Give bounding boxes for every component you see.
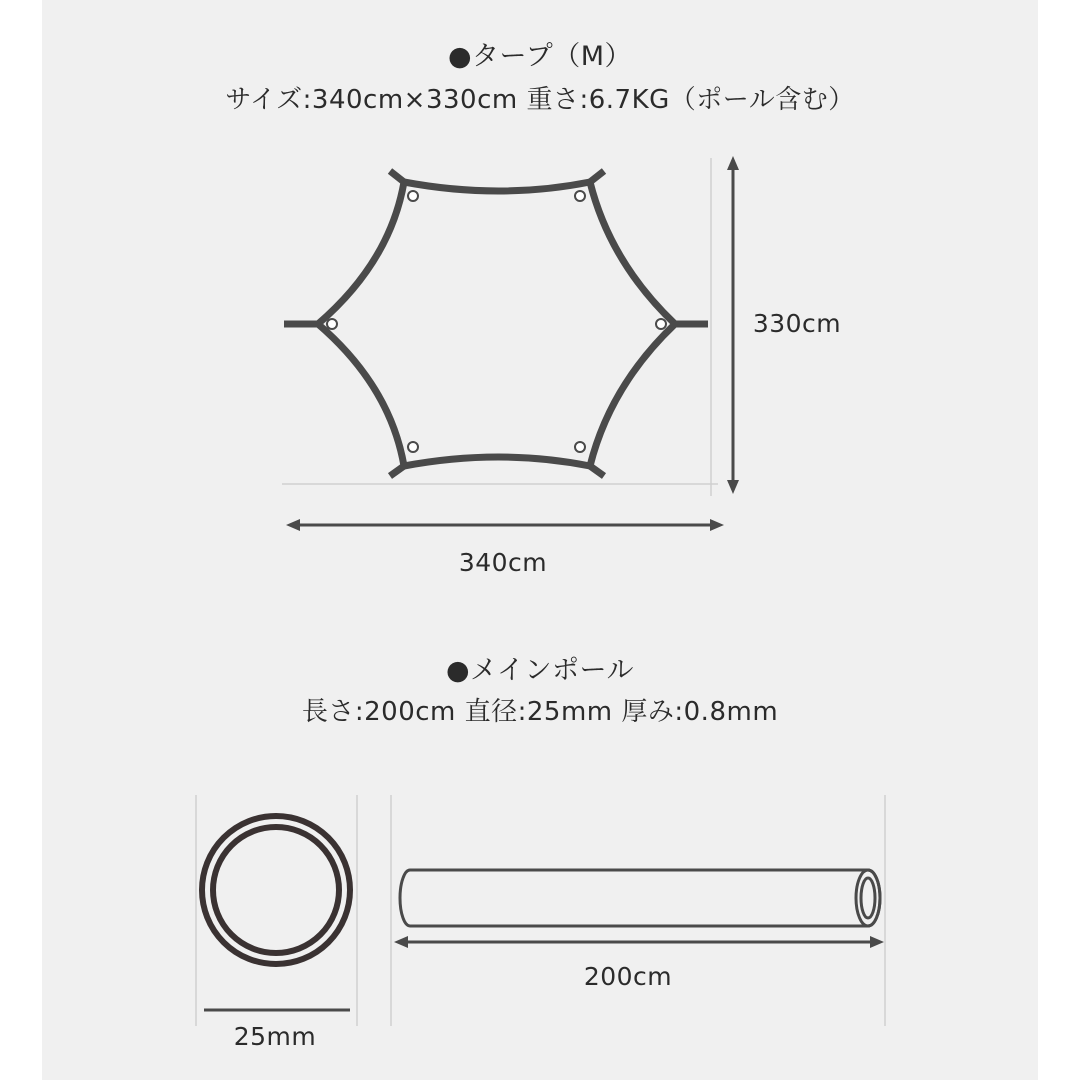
tarp-width-label: 340cm bbox=[458, 548, 548, 577]
pole-cross-section bbox=[196, 795, 357, 1026]
tarp-corner-tab-top-left bbox=[390, 171, 404, 182]
pole-end-inner bbox=[861, 878, 875, 918]
pole-spec: 長さ:200cm 直径:25mm 厚み:0.8mm bbox=[301, 697, 779, 727]
tarp-height-label: 330cm bbox=[752, 309, 842, 338]
grommet-icon bbox=[408, 191, 418, 201]
pole-inner-ring bbox=[213, 827, 339, 953]
grommet-icon bbox=[575, 191, 585, 201]
pole-length-label: 200cm bbox=[583, 962, 673, 991]
pole-heading: ●メインポール bbox=[446, 655, 634, 686]
tarp-outline bbox=[318, 182, 675, 466]
grommet-icon bbox=[327, 319, 337, 329]
pole-side-view bbox=[391, 795, 885, 1026]
pole-diameter-label: 25mm bbox=[233, 1022, 317, 1051]
tarp-heading: ●タープ（M） bbox=[447, 41, 632, 72]
tarp-corner-tab-bottom-left bbox=[390, 466, 404, 476]
length-dimension-arrow bbox=[394, 936, 884, 948]
grommet-icon bbox=[408, 442, 418, 452]
tarp-corner-tab-top-right bbox=[590, 171, 604, 182]
tarp-diagram bbox=[282, 156, 739, 531]
height-dimension-arrow bbox=[727, 156, 739, 494]
grommet-icon bbox=[656, 319, 666, 329]
tarp-spec: サイズ:340cm×330cm 重さ:6.7KG（ポール含む） bbox=[225, 85, 855, 115]
pole-outer-ring bbox=[202, 816, 350, 964]
width-dimension-arrow bbox=[286, 519, 724, 531]
tarp-corner-tab-bottom-right bbox=[590, 466, 604, 476]
grommet-icon bbox=[575, 442, 585, 452]
pole-body bbox=[400, 870, 880, 926]
